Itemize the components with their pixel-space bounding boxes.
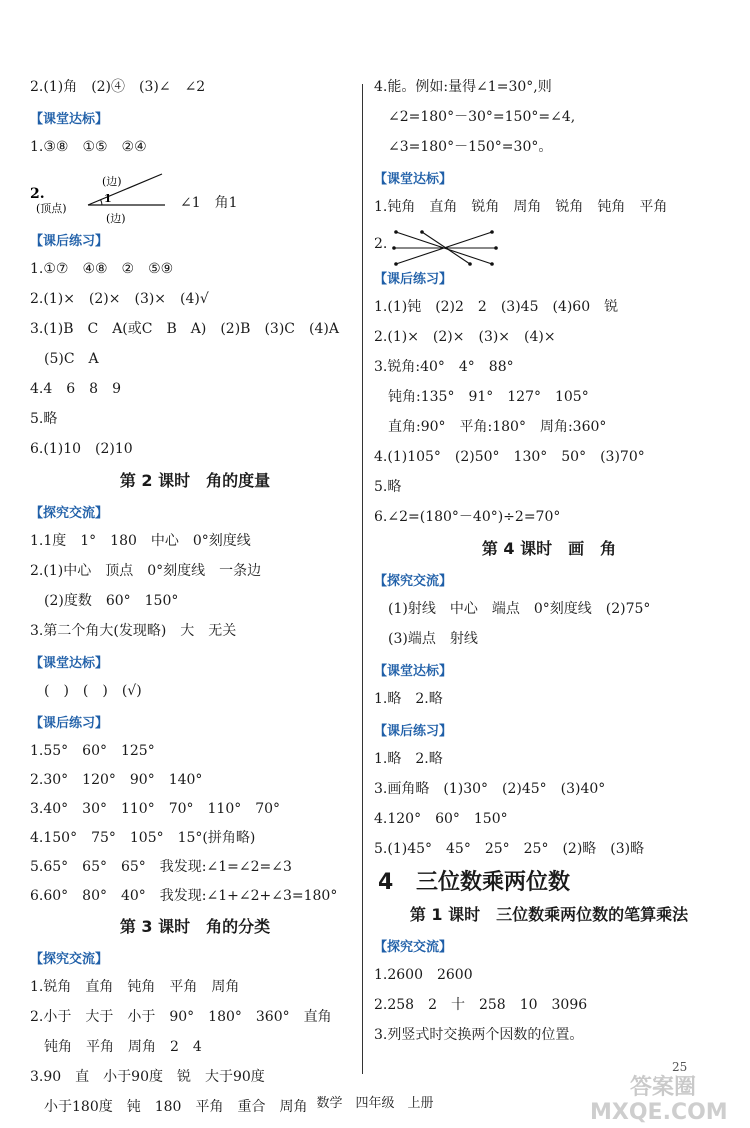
lesson-title: 第 1 课时 三位数乘两位数的笔算乘法: [409, 905, 689, 924]
answer-line: 6.∠2=(180°－40°)÷2=70°: [374, 509, 561, 525]
lesson-title: 第 4 课时 画 角: [481, 539, 617, 558]
section-heading: 【 探究交流 】: [374, 936, 724, 966]
crossing-lines-svg: [392, 228, 502, 268]
answer-line: 3.第二个角大(发现略) 大 无关: [30, 623, 237, 639]
answer-line: 1.2600 2600: [374, 967, 473, 983]
section-heading: 【 课后练习 】: [374, 720, 724, 750]
diagram-answer: ∠1 角1: [180, 195, 238, 211]
answer-line: (3)端点 射线: [388, 631, 478, 647]
page-number: 25: [672, 1060, 688, 1074]
answer-line: 3.列竖式时交换两个因数的位置。: [374, 1027, 584, 1043]
answer-line: ( ) ( ) (√): [44, 683, 142, 699]
section-heading: 【 课堂达标 】: [30, 652, 360, 682]
answer-line: 3.90 直 小于90度 锐 大于90度: [30, 1069, 265, 1085]
answer-line: 5.略: [374, 479, 402, 495]
angle-diagram: [30, 168, 360, 230]
answer-line: 2.(1)中心 顶点 0°刻度线 一条边: [30, 563, 262, 579]
page-footer: 数学 四年级 上册: [316, 1096, 434, 1111]
watermark-logo: 答案圈: [630, 1075, 697, 1100]
column-divider: [362, 84, 363, 1074]
answer-line: 钝角:135° 91° 127° 105°: [388, 389, 589, 405]
answer-line: 5.65° 65° 65° 我发现:∠1=∠2=∠3: [30, 859, 292, 875]
right-column: [374, 78, 724, 1056]
answer-line: 2.小于 大于 小于 90° 180° 360° 直角: [30, 1009, 332, 1025]
svg-text:(边): (边): [106, 212, 126, 225]
answer-line: 2.(1)角 (2)④ (3)∠ ∠2: [30, 79, 206, 95]
answer-line: ∠2=180°－30°=150°=∠4,: [388, 109, 576, 125]
answer-line: (1)射线 中心 端点 0°刻度线 (2)75°: [388, 601, 651, 617]
answer-line: 4.4 6 8 9: [30, 381, 121, 397]
section-heading: 【 课后练习 】: [374, 268, 724, 298]
section-heading: 【 课后练习 】: [30, 712, 360, 742]
section-heading: 【 探究交流 】: [374, 570, 724, 600]
answer-line: 3.40° 30° 110° 70° 110° 70°: [30, 801, 281, 817]
answer-line: 钝角 平角 周角 2 4: [44, 1039, 202, 1055]
answer-line: 直角:90° 平角:180° 周角:360°: [388, 419, 607, 435]
answer-line: 1.①⑦ ④⑧ ② ⑤⑨: [30, 261, 174, 277]
answer-line: 1.55° 60° 125°: [30, 743, 155, 759]
section-heading: 【 课堂达标 】: [374, 660, 724, 690]
answer-line: 4.120° 60° 150°: [374, 811, 508, 827]
answer-line: 2.30° 120° 90° 140°: [30, 772, 203, 788]
answer-line: 2.: [374, 236, 388, 252]
section-heading: 【 课后练习 】: [30, 230, 360, 260]
svg-text:1: 1: [104, 192, 112, 205]
svg-text:(顶点): (顶点): [36, 202, 67, 215]
answer-line: 4.150° 75° 105° 15°(拼角略): [30, 830, 256, 846]
answer-line: 4.(1)105° (2)50° 130° 50° (3)70°: [374, 449, 645, 465]
answer-line: 1.锐角 直角 钝角 平角 周角: [30, 979, 240, 995]
answer-line: 1.③⑧ ①⑤ ②④: [30, 139, 147, 155]
lesson-title: 第 2 课时 角的度量: [119, 471, 271, 490]
left-column: [30, 78, 360, 1128]
answer-line: 3.(1)B C A(或C B A) (2)B (3)C (4)A: [30, 321, 339, 337]
answer-line: 小于180度 钝 180 平角 重合 周角: [44, 1099, 308, 1115]
watermark-url: MXQE.COM: [590, 1100, 728, 1125]
answer-line: 1.略 2.略: [374, 751, 443, 767]
answer-line: 4.能。例如:量得∠1=30°,则: [374, 79, 552, 95]
svg-text:2.: 2.: [30, 186, 45, 202]
svg-text:(边): (边): [102, 175, 122, 188]
answer-line: 5.(1)45° 45° 25° 25° (2)略 (3)略: [374, 841, 645, 857]
chapter-title: 4 三位数乘两位数: [378, 870, 571, 895]
answer-line: 1.1度 1° 180 中心 0°刻度线: [30, 533, 251, 549]
angle-svg: [30, 168, 180, 230]
answer-line: 5.略: [30, 411, 58, 427]
crossing-lines-diagram: [374, 228, 724, 268]
answer-line: 1.钝角 直角 锐角 周角 锐角 钝角 平角: [374, 199, 668, 215]
answer-line: 3.锐角:40° 4° 88°: [374, 359, 514, 375]
section-heading: 【 课堂达标 】: [374, 168, 724, 198]
answer-line: 2.(1)× (2)× (3)× (4)√: [30, 291, 209, 307]
answer-line: (5)C A: [44, 351, 99, 367]
answer-line: 6.60° 80° 40° 我发现:∠1+∠2+∠3=180°: [30, 888, 338, 904]
answer-line: 1.略 2.略: [374, 691, 443, 707]
answer-line: 1.(1)钝 (2)2 2 (3)45 (4)60 锐: [374, 299, 619, 315]
answer-line: 2.258 2 十 258 10 3096: [374, 997, 588, 1013]
answer-line: 2.(1)× (2)× (3)× (4)×: [374, 329, 556, 345]
answer-line: 3.画角略 (1)30° (2)45° (3)40°: [374, 781, 606, 797]
answer-line: ∠3=180°－150°=30°。: [388, 139, 553, 155]
answer-line: 6.(1)10 (2)10: [30, 441, 133, 457]
section-heading: 【 探究交流 】: [30, 502, 360, 532]
answer-line: (2)度数 60° 150°: [44, 593, 179, 609]
lesson-title: 第 3 课时 角的分类: [119, 917, 271, 936]
section-heading: 【 课堂达标 】: [30, 108, 360, 138]
section-heading: 【 探究交流 】: [30, 948, 360, 978]
